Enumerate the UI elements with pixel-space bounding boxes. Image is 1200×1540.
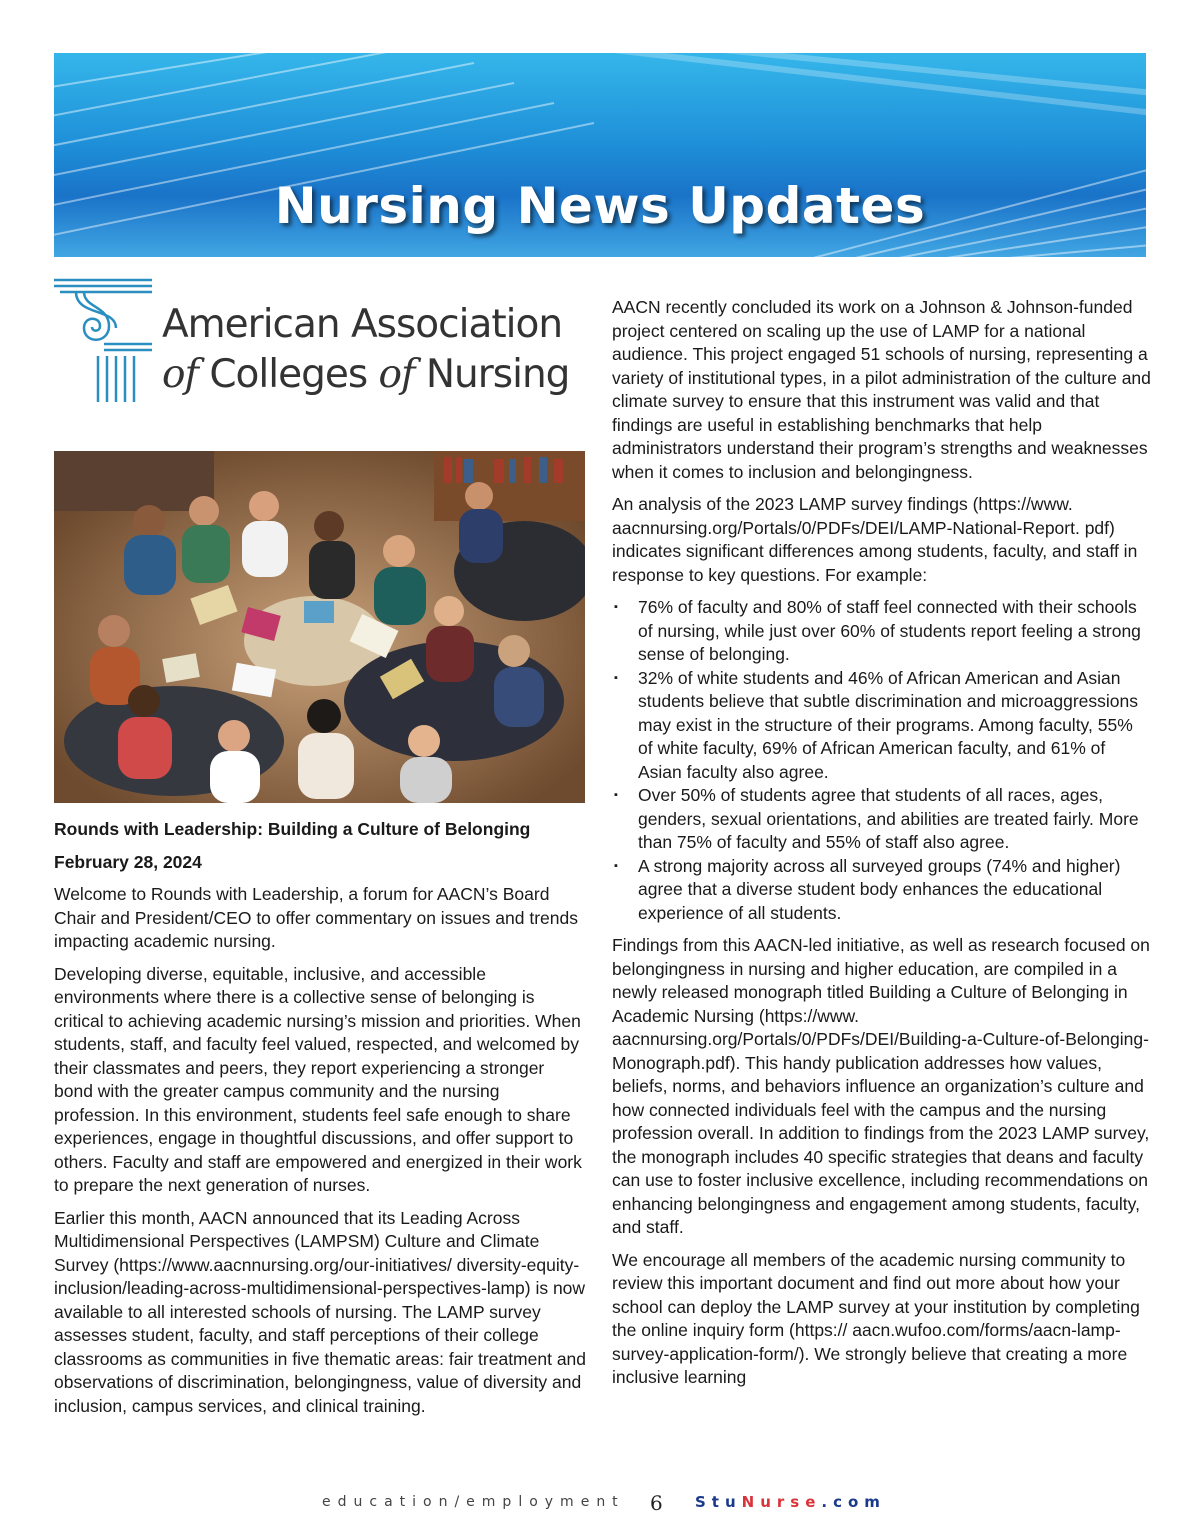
logo-line-1: American Association — [162, 302, 563, 347]
list-item: ▪ 76% of faculty and 80% of staff feel connected with their schools of nursing, while just over 60% of students report feeling a strong sense of belonging. — [612, 596, 1152, 667]
paragraph: Findings from this AACN-led initiative, as well as research focused on belongingness in nursing and higher education, are compiled in a newly released monograph titled Building a Culture of Belonging in Academic Nursing (https://www. aacnnursing.org/Portals/0/PDFs/DEI/Building-a-Culture-of-Belonging-Monograph.pdf). This handy publication addresses how values, beliefs, norms, and behaviors influence an organization’s culture and how connected individuals feel with the campus and the nursing profession overall. In addition to findings from the 2023 LAMP survey, the monograph includes 40 specific strategies that deans and faculty can use to foster inclusive excellence, including recommendations on enhancing belongingness and engagement among students, faculty, and staff. — [612, 935, 1150, 1237]
left-text-column — [54, 818, 586, 1427]
page-footer — [0, 1491, 1200, 1515]
logo-line-2: of Colleges of Nursing — [162, 352, 570, 397]
findings-list — [612, 596, 1152, 925]
list-item: ▪ A strong majority across all surveyed groups (74% and higher) agree that a diverse student body enhances the educational experience of all students. — [612, 855, 1152, 926]
list-item: ▪ 32% of white students and 46% of African American and Asian students believe that subtle discrimination and microaggressions may exist in the structure of their programs. Among faculty, 55% of white faculty, 69% of African American faculty, and 61% of Asian faculty also agree. — [612, 667, 1152, 785]
paragraph: AACN recently concluded its work on a Johnson & Johnson-funded project centered on scaling up the use of LAMP for a national audience. This project engaged 51 schools of nursing, representing a variety of institutional types, in a pilot administration of the culture and climate survey to ensure that this instrument was valid and that findings are useful in establishing benchmarks that help administrators understand their program’s strengths and weaknesses when it comes to inclusion and belongingness. — [612, 297, 1151, 482]
students-group-photo — [54, 451, 585, 803]
paragraph: An analysis of the 2023 LAMP survey findings (https://www. aacnnursing.org/Portals/0/PDFs/DEI/LAMP-National-Report. pdf) indicates significant differences among students, faculty, and staff in response to key questions. For example: — [612, 494, 1138, 585]
article-headline: Rounds with Leadership: Building a Culture of Belonging — [54, 819, 531, 839]
footer-section-label: education/employment — [322, 1494, 625, 1510]
article-date: February 28, 2024 — [54, 851, 202, 872]
paragraph: We encourage all members of the academic nursing community to review this important document and find out more about how your school can deploy the LAMP survey at your institution by completing the online inquiry form (https:// aacn.wufoo.com/forms/aacn-lamp-survey-application-form/). We strongly believe that creating a more inclusive learning — [612, 1249, 1140, 1387]
right-text-column — [612, 296, 1152, 1399]
column-logo-icon — [54, 278, 154, 403]
paragraph: Developing diverse, equitable, inclusive, and accessible environments where there is a collective sense of belonging is critical to achieving academic nursing’s mission and priorities. When students, staff, and faculty feel valued, respected, and welcomed by their classmates and peers, they report experiencing a stronger bond with the greater campus community and the nursing profession. In this environment, students feel safe enough to share experiences, engage in thoughtful discussions, and offer support to others. Faculty and staff are empowered and energized in their work to prepare the next generation of nurses. — [54, 963, 582, 1195]
page-title: Nursing News Updates — [274, 177, 926, 235]
list-item: ▪ Over 50% of students agree that students of all races, ages, genders, sexual orientations, and abilities are treated fairly. More than 75% of faculty and 55% of staff also agree. — [612, 784, 1152, 855]
logo-wordmark — [162, 300, 569, 400]
paragraph: Welcome to Rounds with Leadership, a forum for AACN’s Board Chair and President/CEO to offer commentary on issues and trends impacting academic nursing. — [54, 884, 578, 951]
header-banner — [54, 53, 1146, 257]
page-number: 6 — [650, 1491, 663, 1515]
footer-brand: StuNurse.com — [695, 1493, 886, 1511]
paragraph: Earlier this month, AACN announced that its Leading Across Multidimensional Perspectives (LAMPSM) Culture and Climate Survey (https://www.aacnnursing.org/our-initiatives/ diversity-equity-inclusion/leading-across-multidimensional-perspectives-lamp) is now available to all interested schools of nursing. The LAMP survey assesses student, faculty, and staff perceptions of their college classrooms as communities in five thematic areas: fair treatment and observations of discrimination, belongingness, value of diversity and inclusion, campus services, and clinical training. — [54, 1207, 587, 1416]
aacn-logo — [54, 278, 589, 403]
